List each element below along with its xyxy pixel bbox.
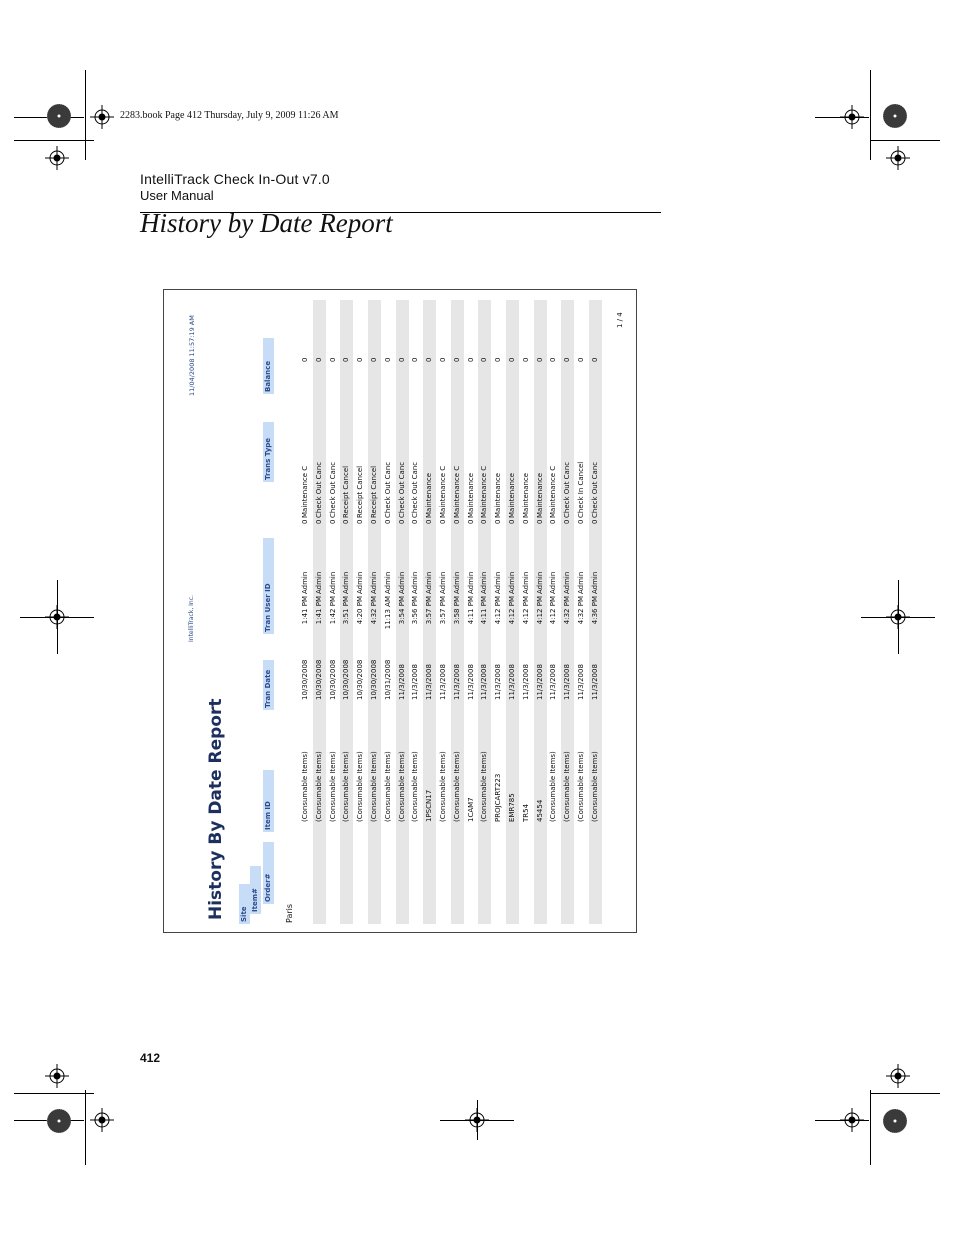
cell-item-id: (Consumable Items) <box>563 751 572 822</box>
cell-tran-time: 4:12 PM <box>494 596 503 625</box>
print-slug: 2283.book Page 412 Thursday, July 9, 2009 11:26 AM <box>120 110 339 121</box>
registration-mark-icon <box>90 105 114 129</box>
cell-tran-date: 11/3/2008 <box>439 664 447 700</box>
cell-item-id: (Consumable Items) <box>411 751 420 822</box>
cell-tran-time: 11:13 AM <box>383 596 392 630</box>
cell-user-id: Admin <box>480 571 489 594</box>
cell-item-id: (Consumable Items) <box>383 751 392 822</box>
table-row <box>589 300 602 924</box>
cell-tran-date: 11/3/2008 <box>508 664 516 700</box>
cell-balance: 0 <box>411 357 420 362</box>
cell-trans-type: Check Out Canc <box>590 461 599 518</box>
cell-tran-date: 11/3/2008 <box>494 664 503 700</box>
cell-item-id: EMR785 <box>508 793 516 822</box>
cell-tran-date: 10/30/2008 <box>370 659 378 700</box>
cell-tran-date: 11/3/2008 <box>577 664 585 700</box>
cell-tran-time: 4:32 PM <box>563 596 572 625</box>
cell-user-id: Admin <box>301 571 309 594</box>
cell-trans-type: Check Out Canc <box>563 461 572 518</box>
registration-mark-icon <box>840 1108 864 1132</box>
table-row <box>575 300 588 924</box>
cell-quantity: 0 <box>535 519 544 524</box>
table-row <box>437 300 450 924</box>
table-row <box>478 300 491 924</box>
cell-user-id: Admin <box>383 571 392 594</box>
cell-user-id: Admin <box>452 571 461 594</box>
table-row <box>396 300 409 924</box>
starburst-mark-icon <box>882 103 908 129</box>
registration-mark-icon <box>886 146 910 170</box>
cell-tran-time: 4:36 PM <box>590 596 599 625</box>
cell-trans-type: Maintenance <box>494 472 503 518</box>
column-label-trans-type: Trans Type <box>263 422 274 482</box>
cell-tran-date: 10/30/2008 <box>342 659 351 700</box>
cell-item-id: (Consumable Items) <box>452 751 461 822</box>
cell-tran-time: 4:12 PM <box>535 596 544 625</box>
column-label-balance: Balance <box>263 338 274 394</box>
cell-balance: 0 <box>549 357 558 362</box>
registration-mark-icon <box>840 105 864 129</box>
cell-tran-date: 11/3/2008 <box>466 664 475 700</box>
cell-balance: 0 <box>370 357 378 362</box>
cell-balance: 0 <box>301 357 309 362</box>
cell-trans-type: Maintenance C <box>452 465 461 518</box>
cell-quantity: 0 <box>452 519 461 524</box>
cell-quantity: 0 <box>342 519 351 524</box>
cell-quantity: 0 <box>383 519 392 524</box>
cell-trans-type: Check Out Canc <box>397 461 406 518</box>
cell-quantity: 0 <box>328 519 337 524</box>
cell-item-id: (Consumable Items) <box>439 751 447 822</box>
cell-quantity: 0 <box>577 519 585 524</box>
cell-user-id: Admin <box>521 571 530 594</box>
cell-user-id: Admin <box>466 571 475 594</box>
cell-user-id: Admin <box>439 571 447 594</box>
cell-quantity: 0 <box>466 519 475 524</box>
cell-tran-date: 11/3/2008 <box>411 664 420 700</box>
cell-balance: 0 <box>452 357 461 362</box>
cell-quantity: 0 <box>411 519 420 524</box>
cell-quantity: 0 <box>521 519 530 524</box>
cell-balance: 0 <box>397 357 406 362</box>
cell-balance: 0 <box>314 357 323 362</box>
cell-balance: 0 <box>356 357 365 362</box>
cell-item-id: (Consumable Items) <box>397 751 406 822</box>
cell-item-id: (Consumable Items) <box>590 751 599 822</box>
cell-tran-time: 3:57 PM <box>439 596 447 625</box>
cell-item-id: (Consumable Items) <box>370 751 378 822</box>
cell-quantity: 0 <box>563 519 572 524</box>
cell-balance: 0 <box>494 357 503 362</box>
column-label-tran-user-id: Tran User ID <box>263 538 274 634</box>
cell-balance: 0 <box>383 357 392 362</box>
cell-user-id: Admin <box>577 571 585 594</box>
cell-balance: 0 <box>439 357 447 362</box>
report-company: IntelliTrack, Inc. <box>188 595 195 642</box>
cell-user-id: Admin <box>314 571 323 594</box>
cell-quantity: 0 <box>425 519 434 524</box>
cell-tran-date: 11/3/2008 <box>521 664 530 700</box>
cell-tran-time: 3:56 PM <box>411 596 420 625</box>
registration-mark-icon <box>886 1064 910 1088</box>
cell-quantity: 0 <box>549 519 558 524</box>
table-row <box>547 300 560 924</box>
cell-tran-time: 3:51 PM <box>342 596 351 625</box>
cell-quantity: 0 <box>494 519 503 524</box>
cell-tran-time: 1:41 PM <box>314 596 323 625</box>
cell-item-id: (Consumable Items) <box>342 751 351 822</box>
cell-quantity: 0 <box>314 519 323 524</box>
cell-tran-date: 11/3/2008 <box>549 664 558 700</box>
cell-balance: 0 <box>535 357 544 362</box>
table-row <box>368 300 381 924</box>
cell-item-id: (Consumable Items) <box>549 751 558 822</box>
cell-balance: 0 <box>466 357 475 362</box>
cell-trans-type: Receipt Cancel <box>356 465 365 518</box>
cell-tran-date: 11/3/2008 <box>590 664 599 700</box>
cell-tran-date: 11/3/2008 <box>563 664 572 700</box>
crop-mark <box>85 1090 86 1165</box>
cell-trans-type: Maintenance <box>466 472 475 518</box>
cell-balance: 0 <box>563 357 572 362</box>
starburst-mark-icon <box>46 103 72 129</box>
registration-mark-icon <box>45 1064 69 1088</box>
cell-trans-type: Receipt Cancel <box>342 465 351 518</box>
table-row <box>313 300 326 924</box>
table-row <box>520 300 533 924</box>
registration-mark-icon <box>465 1108 489 1132</box>
cell-user-id: Admin <box>397 571 406 594</box>
cell-quantity: 0 <box>370 519 378 524</box>
table-row <box>423 300 436 924</box>
cell-item-id: 1PSCN17 <box>425 789 434 822</box>
table-row <box>492 300 505 924</box>
cell-balance: 0 <box>508 357 516 362</box>
cell-tran-date: 10/31/2008 <box>383 659 392 700</box>
cell-tran-time: 4:20 PM <box>356 596 365 625</box>
cell-balance: 0 <box>328 357 337 362</box>
cell-balance: 0 <box>425 357 434 362</box>
cell-trans-type: Check Out Canc <box>328 461 337 518</box>
cell-trans-type: Maintenance <box>508 472 516 518</box>
registration-mark-icon <box>45 146 69 170</box>
page-number: 412 <box>140 1051 161 1065</box>
cell-trans-type: Maintenance <box>521 472 530 518</box>
cell-tran-time: 3:58 PM <box>452 596 461 625</box>
cell-user-id: Admin <box>370 571 378 594</box>
cell-balance: 0 <box>577 357 585 362</box>
cell-tran-date: 11/3/2008 <box>397 664 406 700</box>
cell-tran-time: 4:11 PM <box>466 596 475 625</box>
cell-trans-type: Maintenance C <box>549 465 558 518</box>
cell-tran-date: 10/30/2008 <box>314 659 323 700</box>
cell-user-id: Admin <box>590 571 599 594</box>
cell-trans-type: Check Out Canc <box>314 461 323 518</box>
cell-quantity: 0 <box>439 519 447 524</box>
cell-tran-time: 4:11 PM <box>480 596 489 625</box>
cell-balance: 0 <box>342 357 351 362</box>
starburst-mark-icon <box>46 1108 72 1134</box>
crop-mark <box>85 70 86 160</box>
cell-user-id: Admin <box>342 571 351 594</box>
cell-user-id: Admin <box>411 571 420 594</box>
cell-tran-time: 4:12 PM <box>508 596 516 625</box>
report-figure <box>163 289 637 933</box>
group-label-site: Site <box>239 884 250 924</box>
column-label-item-id: Item ID <box>263 770 274 832</box>
cell-trans-type: Check Out Canc <box>411 461 420 518</box>
cell-user-id: Admin <box>425 571 434 594</box>
report-title: History By Date Report <box>206 698 226 920</box>
cell-item-id: (Consumable Items) <box>356 751 365 822</box>
cell-item-id: (Consumable Items) <box>577 751 585 822</box>
table-row <box>561 300 574 924</box>
table-row <box>409 300 422 924</box>
cell-item-id: 45454 <box>535 799 544 822</box>
cell-tran-date: 11/3/2008 <box>535 664 544 700</box>
cell-user-id: Admin <box>494 571 503 594</box>
cell-quantity: 0 <box>590 519 599 524</box>
cell-tran-time: 4:12 PM <box>549 596 558 625</box>
cell-quantity: 0 <box>508 519 516 524</box>
cell-item-id: (Consumable Items) <box>301 751 309 822</box>
cell-user-id: Admin <box>549 571 558 594</box>
table-row <box>299 300 312 924</box>
cell-tran-date: 10/30/2008 <box>328 659 337 700</box>
registration-mark-icon <box>90 1108 114 1132</box>
crop-mark <box>870 1090 871 1165</box>
starburst-mark-icon <box>882 1108 908 1134</box>
cell-trans-type: Maintenance <box>425 472 434 518</box>
cell-trans-type: Maintenance C <box>480 465 489 518</box>
cell-trans-type: Maintenance <box>535 472 544 518</box>
site-name: Paris <box>285 903 294 923</box>
running-header-title: IntelliTrack Check In-Out v7.0 <box>140 171 330 187</box>
cell-tran-date: 10/30/2008 <box>301 659 309 700</box>
cell-quantity: 0 <box>480 519 489 524</box>
crop-mark <box>14 140 94 141</box>
table-row <box>354 300 367 924</box>
cell-item-id: (Consumable Items) <box>328 751 337 822</box>
cell-trans-type: Maintenance C <box>301 465 309 518</box>
cell-item-id: PROJCART223 <box>494 773 503 822</box>
cell-user-id: Admin <box>508 571 516 594</box>
group-label-order: Order# <box>263 842 274 904</box>
registration-mark-icon <box>45 605 69 629</box>
cell-item-id: TR54 <box>521 803 530 822</box>
column-label-tran-date: Tran Date <box>263 660 274 710</box>
crop-mark <box>14 1093 94 1094</box>
cell-quantity: 0 <box>356 519 365 524</box>
running-header-subtitle: User Manual <box>140 188 214 203</box>
cell-user-id: Admin <box>563 571 572 594</box>
cell-tran-date: 10/30/2008 <box>356 659 365 700</box>
cell-tran-time: 3:57 PM <box>425 596 434 625</box>
cell-tran-date: 11/3/2008 <box>480 664 489 700</box>
cell-quantity: 0 <box>301 519 309 524</box>
cell-tran-time: 4:32 PM <box>370 596 378 625</box>
cell-tran-time: 4:12 PM <box>521 596 530 625</box>
cell-quantity: 0 <box>397 519 406 524</box>
cell-user-id: Admin <box>356 571 365 594</box>
table-row <box>451 300 464 924</box>
crop-mark <box>870 140 940 141</box>
cell-item-id: 1CAM7 <box>466 797 475 822</box>
cell-tran-time: 4:32 PM <box>577 596 585 625</box>
table-row <box>465 300 478 924</box>
registration-mark-icon <box>886 605 910 629</box>
cell-item-id: (Consumable Items) <box>314 751 323 822</box>
table-row <box>327 300 340 924</box>
group-label-item: Item# <box>250 866 261 914</box>
table-row <box>382 300 395 924</box>
crop-mark <box>870 1093 940 1094</box>
crop-mark <box>870 70 871 160</box>
table-row <box>506 300 519 924</box>
cell-tran-time: 1:42 PM <box>328 596 337 625</box>
cell-balance: 0 <box>480 357 489 362</box>
cell-trans-type: Maintenance C <box>439 465 447 518</box>
cell-item-id: (Consumable Items) <box>480 751 489 822</box>
cell-tran-time: 1:41 PM <box>301 596 309 625</box>
cell-trans-type: Receipt Cancel <box>370 465 378 518</box>
table-row <box>534 300 547 924</box>
table-row <box>340 300 353 924</box>
report-page-indicator: 1 / 4 <box>616 312 624 328</box>
report-page <box>164 290 637 933</box>
cell-tran-date: 11/3/2008 <box>452 664 461 700</box>
cell-tran-time: 3:54 PM <box>397 596 406 625</box>
report-printed-date: 11/04/2008 11:57:19 AM <box>188 315 196 396</box>
cell-user-id: Admin <box>535 571 544 594</box>
cell-tran-date: 11/3/2008 <box>425 664 434 700</box>
cell-trans-type: Check Out Canc <box>383 461 392 518</box>
section-heading: History by Date Report <box>140 208 393 238</box>
cell-trans-type: Check In Cancel <box>577 461 585 518</box>
cell-balance: 0 <box>521 357 530 362</box>
cell-balance: 0 <box>590 357 599 362</box>
cell-user-id: Admin <box>328 571 337 594</box>
